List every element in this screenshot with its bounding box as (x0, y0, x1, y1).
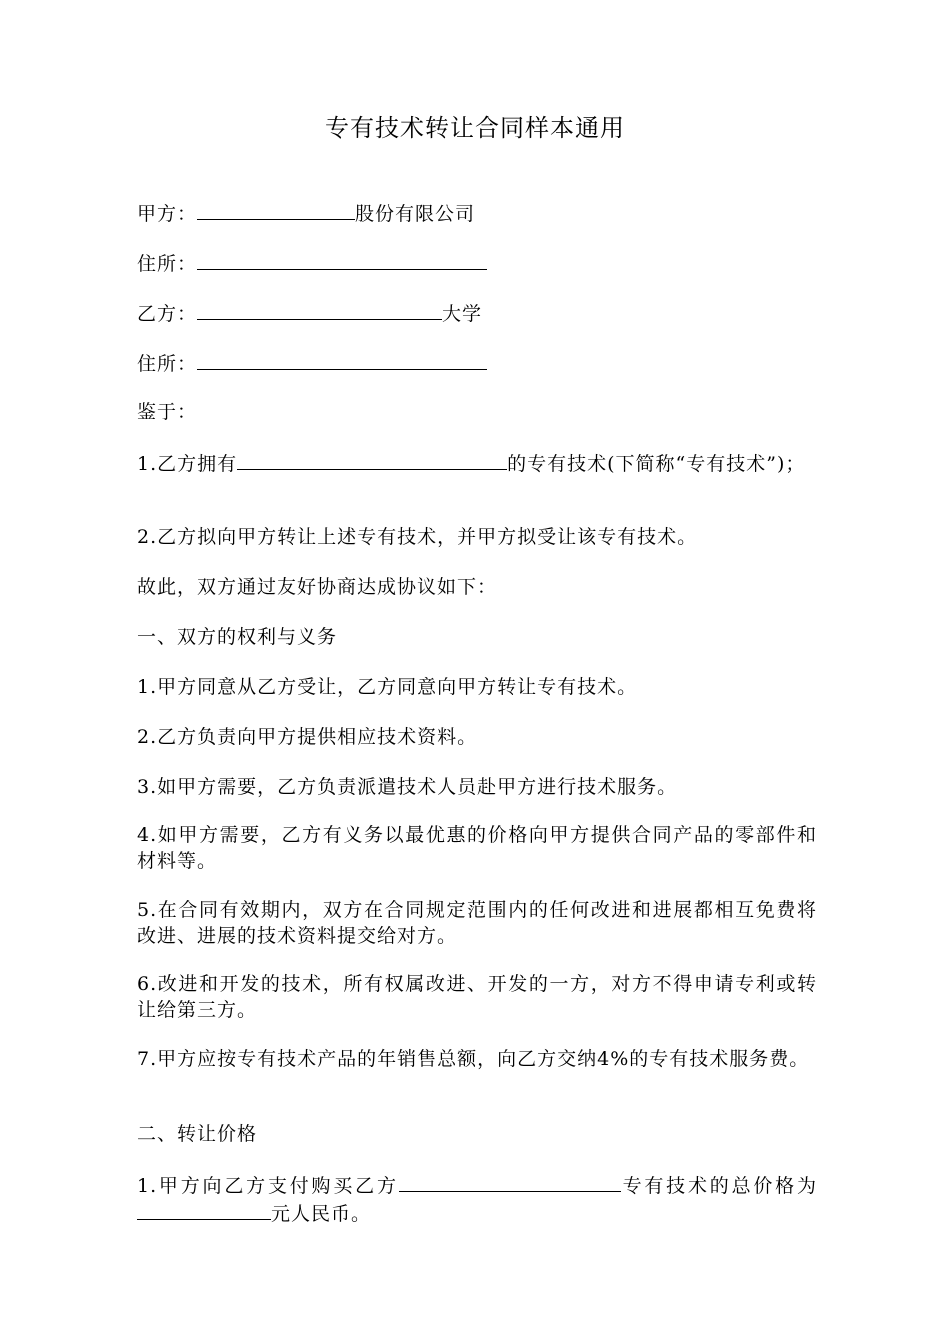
party-b-label: 乙方： (137, 303, 198, 325)
recital-1 (137, 449, 817, 477)
party-a-suffix: 股份有限公司 (355, 203, 476, 225)
section-2-heading: 二、转让价格 (137, 1123, 258, 1145)
total-price-blank[interactable] (137, 1199, 271, 1220)
price-clause-prefix: 1.甲方向乙方支付购买乙方 (137, 1175, 399, 1197)
recital-1-prefix: 1.乙方拥有 (137, 453, 238, 475)
whereas-heading: 鉴于： (137, 401, 198, 423)
document-title: 专有技术转让合同样本通用 (325, 114, 625, 142)
recital-2: 2.乙方拟向甲方转让上述专有技术，并甲方拟受让该专有技术。 (137, 526, 698, 548)
section-1-clause-6: 6.改进和开发的技术，所有权属改进、开发的一方，对方不得申请专利或转让给第三方。 (137, 973, 817, 1021)
party-b-name-blank[interactable] (197, 299, 442, 320)
party-a-name-blank[interactable] (197, 199, 355, 220)
price-clause-suffix: 元人民币。 (271, 1203, 372, 1225)
recital-1-suffix: 的专有技术(下简称“专有技术”)； (507, 453, 806, 475)
party-b-address-line (137, 349, 817, 377)
section-1-clause-1: 1.甲方同意从乙方受让，乙方同意向甲方转让专有技术。 (137, 676, 638, 698)
section-1-heading: 一、双方的权利与义务 (137, 626, 338, 648)
party-a-address-line (137, 249, 817, 277)
party-b-line (137, 299, 817, 327)
section-1-clause-3: 3.如甲方需要，乙方负责派遣技术人员赴甲方进行技术服务。 (137, 776, 678, 798)
section-2-clause-1 (137, 1171, 817, 1227)
section-1-clause-2: 2.乙方负责向甲方提供相应技术资料。 (137, 726, 478, 748)
party-b-address-blank[interactable] (197, 349, 487, 370)
party-a-line (137, 199, 817, 227)
party-a-label: 甲方： (137, 203, 198, 225)
technology-name-blank[interactable] (237, 449, 507, 470)
section-1-clause-4: 4.如甲方需要，乙方有义务以最优惠的价格向甲方提供合同产品的零部件和材料等。 (137, 824, 817, 872)
price-clause-middle: 专有技术的总价格为 (620, 1175, 817, 1197)
party-b-address-label: 住所： (137, 353, 198, 375)
party-b-suffix: 大学 (442, 303, 483, 325)
agreement-intro: 故此，双方通过友好协商达成协议如下： (137, 576, 498, 598)
party-a-address-blank[interactable] (197, 249, 487, 270)
technology-blank[interactable] (399, 1171, 621, 1192)
section-1-clause-5: 5.在合同有效期内，双方在合同规定范围内的任何改进和进展都相互免费将改进、进展的技术资料提交给对方。 (137, 899, 817, 947)
party-a-address-label: 住所： (137, 253, 198, 275)
section-1-clause-7: 7.甲方应按专有技术产品的年销售总额，向乙方交纳4%的专有技术服务费。 (137, 1048, 810, 1070)
